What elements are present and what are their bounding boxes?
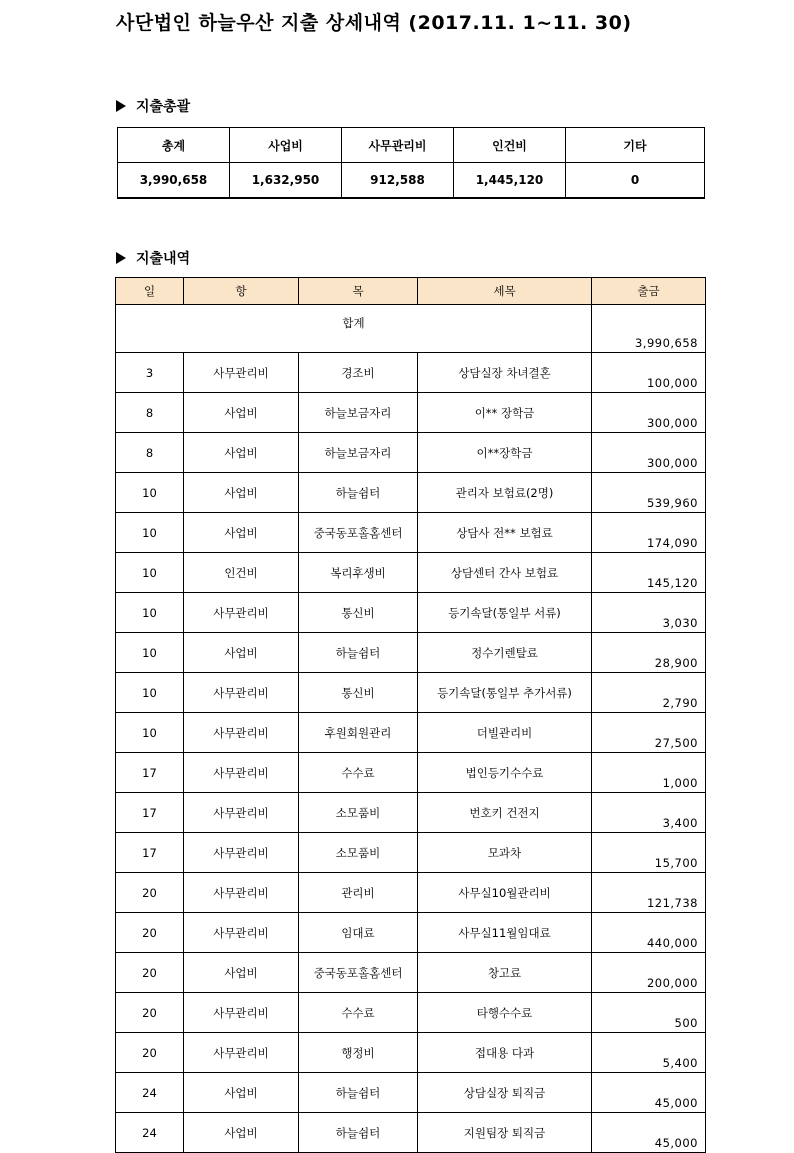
row-detail: 상담사 전** 보험료 bbox=[418, 513, 592, 553]
row-category: 임대료 bbox=[299, 913, 418, 953]
table-row bbox=[116, 1033, 706, 1073]
row-item: 인건비 bbox=[184, 553, 299, 593]
row-day: 20 bbox=[116, 873, 184, 913]
row-item: 사업비 bbox=[184, 1113, 299, 1153]
row-amount: 500 bbox=[592, 993, 706, 1033]
row-category: 하늘보금자리 bbox=[299, 393, 418, 433]
row-category: 하늘쉼터 bbox=[299, 1073, 418, 1113]
row-amount: 539,960 bbox=[592, 473, 706, 513]
table-row bbox=[116, 353, 706, 393]
row-day: 20 bbox=[116, 1033, 184, 1073]
row-category: 경조비 bbox=[299, 353, 418, 393]
row-item: 사무관리비 bbox=[184, 993, 299, 1033]
row-day: 17 bbox=[116, 753, 184, 793]
row-item: 사무관리비 bbox=[184, 353, 299, 393]
row-day: 10 bbox=[116, 553, 184, 593]
row-category: 소모품비 bbox=[299, 833, 418, 873]
row-category: 후원회원관리 bbox=[299, 713, 418, 753]
row-day: 8 bbox=[116, 393, 184, 433]
row-day: 10 bbox=[116, 473, 184, 513]
total-row bbox=[116, 305, 706, 353]
row-detail: 이**장학금 bbox=[418, 433, 592, 473]
table-row bbox=[116, 473, 706, 513]
summary-heading-label: 지출총괄 bbox=[136, 99, 191, 115]
row-detail: 이** 장학금 bbox=[418, 393, 592, 433]
row-detail: 등기속달(통일부 추가서류) bbox=[418, 673, 592, 713]
row-item: 사업비 bbox=[184, 1073, 299, 1113]
row-category: 중국동포홀홈센터 bbox=[299, 513, 418, 553]
row-category: 통신비 bbox=[299, 593, 418, 633]
row-detail: 타행수수료 bbox=[418, 993, 592, 1033]
row-detail: 지원팀장 퇴직금 bbox=[418, 1113, 592, 1153]
detail-heading bbox=[116, 248, 190, 268]
row-category: 수수료 bbox=[299, 753, 418, 793]
row-day: 17 bbox=[116, 833, 184, 873]
row-day: 10 bbox=[116, 513, 184, 553]
row-detail: 정수기렌탈료 bbox=[418, 633, 592, 673]
row-category: 수수료 bbox=[299, 993, 418, 1033]
row-category: 통신비 bbox=[299, 673, 418, 713]
row-detail: 법인등기수수료 bbox=[418, 753, 592, 793]
row-day: 20 bbox=[116, 993, 184, 1033]
row-category: 하늘보금자리 bbox=[299, 433, 418, 473]
page-title: 사단법인 하늘우산 지출 상세내역 (2017.11. 1~11. 30) bbox=[116, 12, 632, 34]
row-amount: 2,790 bbox=[592, 673, 706, 713]
row-day: 20 bbox=[116, 953, 184, 993]
row-amount: 3,400 bbox=[592, 793, 706, 833]
row-detail: 사무실11월임대료 bbox=[418, 913, 592, 953]
row-amount: 200,000 bbox=[592, 953, 706, 993]
row-day: 24 bbox=[116, 1113, 184, 1153]
triangle-bullet-icon bbox=[116, 100, 126, 112]
row-item: 사업비 bbox=[184, 393, 299, 433]
row-category: 행정비 bbox=[299, 1033, 418, 1073]
row-item: 사무관리비 bbox=[184, 1033, 299, 1073]
row-amount: 121,738 bbox=[592, 873, 706, 913]
detail-header-cell: 출금 bbox=[592, 278, 706, 305]
row-item: 사무관리비 bbox=[184, 713, 299, 753]
summary-header-cell: 기타 bbox=[566, 128, 705, 163]
row-amount: 45,000 bbox=[592, 1113, 706, 1153]
summary-value-cell: 1,445,120 bbox=[454, 163, 566, 199]
row-amount: 300,000 bbox=[592, 393, 706, 433]
row-amount: 100,000 bbox=[592, 353, 706, 393]
table-row bbox=[116, 873, 706, 913]
summary-value-cell: 1,632,950 bbox=[230, 163, 342, 199]
row-item: 사무관리비 bbox=[184, 873, 299, 913]
total-label: 합계 bbox=[116, 305, 592, 353]
row-day: 17 bbox=[116, 793, 184, 833]
row-category: 복리후생비 bbox=[299, 553, 418, 593]
row-detail: 상담실장 차녀결혼 bbox=[418, 353, 592, 393]
summary-header-cell: 총계 bbox=[118, 128, 230, 163]
total-amount: 3,990,658 bbox=[592, 305, 706, 353]
row-category: 관리비 bbox=[299, 873, 418, 913]
row-category: 하늘쉼터 bbox=[299, 473, 418, 513]
row-day: 8 bbox=[116, 433, 184, 473]
row-detail: 모과차 bbox=[418, 833, 592, 873]
detail-header-cell: 항 bbox=[184, 278, 299, 305]
row-amount: 27,500 bbox=[592, 713, 706, 753]
summary-header-cell: 사무관리비 bbox=[342, 128, 454, 163]
row-detail: 등기속달(통일부 서류) bbox=[418, 593, 592, 633]
row-day: 10 bbox=[116, 593, 184, 633]
row-day: 10 bbox=[116, 673, 184, 713]
row-detail: 상담센터 간사 보험료 bbox=[418, 553, 592, 593]
row-amount: 15,700 bbox=[592, 833, 706, 873]
detail-header-cell: 일 bbox=[116, 278, 184, 305]
row-detail: 사무실10월관리비 bbox=[418, 873, 592, 913]
table-row bbox=[116, 433, 706, 473]
table-row bbox=[116, 993, 706, 1033]
table-row bbox=[116, 553, 706, 593]
summary-header-cell: 인건비 bbox=[454, 128, 566, 163]
table-row bbox=[116, 793, 706, 833]
row-item: 사무관리비 bbox=[184, 753, 299, 793]
table-row bbox=[116, 833, 706, 873]
summary-value-cell: 0 bbox=[566, 163, 705, 199]
row-detail: 더빌관리비 bbox=[418, 713, 592, 753]
table-row bbox=[116, 953, 706, 993]
summary-table bbox=[117, 127, 705, 199]
row-category: 하늘쉼터 bbox=[299, 633, 418, 673]
row-detail: 접대용 다과 bbox=[418, 1033, 592, 1073]
row-amount: 28,900 bbox=[592, 633, 706, 673]
row-detail: 상담실장 퇴직금 bbox=[418, 1073, 592, 1113]
detail-header-cell: 목 bbox=[299, 278, 418, 305]
table-row bbox=[116, 1073, 706, 1113]
row-amount: 145,120 bbox=[592, 553, 706, 593]
row-amount: 1,000 bbox=[592, 753, 706, 793]
summary-value-cell: 912,588 bbox=[342, 163, 454, 199]
row-amount: 45,000 bbox=[592, 1073, 706, 1113]
row-item: 사무관리비 bbox=[184, 913, 299, 953]
row-item: 사무관리비 bbox=[184, 833, 299, 873]
row-day: 20 bbox=[116, 913, 184, 953]
row-item: 사업비 bbox=[184, 953, 299, 993]
row-item: 사무관리비 bbox=[184, 793, 299, 833]
triangle-bullet-icon bbox=[116, 252, 126, 264]
row-item: 사무관리비 bbox=[184, 593, 299, 633]
row-amount: 300,000 bbox=[592, 433, 706, 473]
summary-header-row bbox=[118, 128, 705, 163]
summary-value-row bbox=[118, 163, 705, 199]
row-detail: 창고료 bbox=[418, 953, 592, 993]
summary-heading bbox=[116, 96, 190, 116]
row-item: 사업비 bbox=[184, 433, 299, 473]
row-detail: 번호키 건전지 bbox=[418, 793, 592, 833]
table-row bbox=[116, 713, 706, 753]
table-row bbox=[116, 1113, 706, 1153]
row-category: 중국동포홀홈센터 bbox=[299, 953, 418, 993]
detail-header-cell: 세목 bbox=[418, 278, 592, 305]
summary-header-cell: 사업비 bbox=[230, 128, 342, 163]
row-amount: 5,400 bbox=[592, 1033, 706, 1073]
detail-table bbox=[115, 277, 706, 1153]
table-row bbox=[116, 593, 706, 633]
summary-value-cell: 3,990,658 bbox=[118, 163, 230, 199]
row-item: 사업비 bbox=[184, 513, 299, 553]
row-amount: 440,000 bbox=[592, 913, 706, 953]
table-row bbox=[116, 513, 706, 553]
row-day: 24 bbox=[116, 1073, 184, 1113]
row-amount: 3,030 bbox=[592, 593, 706, 633]
table-row bbox=[116, 393, 706, 433]
row-day: 3 bbox=[116, 353, 184, 393]
row-day: 10 bbox=[116, 633, 184, 673]
row-category: 소모품비 bbox=[299, 793, 418, 833]
table-row bbox=[116, 673, 706, 713]
row-item: 사무관리비 bbox=[184, 673, 299, 713]
row-amount: 174,090 bbox=[592, 513, 706, 553]
row-item: 사업비 bbox=[184, 633, 299, 673]
detail-heading-label: 지출내역 bbox=[136, 251, 191, 267]
table-row bbox=[116, 913, 706, 953]
detail-header-row bbox=[116, 278, 706, 305]
row-detail: 관리자 보험료(2명) bbox=[418, 473, 592, 513]
row-item: 사업비 bbox=[184, 473, 299, 513]
row-category: 하늘쉼터 bbox=[299, 1113, 418, 1153]
table-row bbox=[116, 633, 706, 673]
row-day: 10 bbox=[116, 713, 184, 753]
table-row bbox=[116, 753, 706, 793]
